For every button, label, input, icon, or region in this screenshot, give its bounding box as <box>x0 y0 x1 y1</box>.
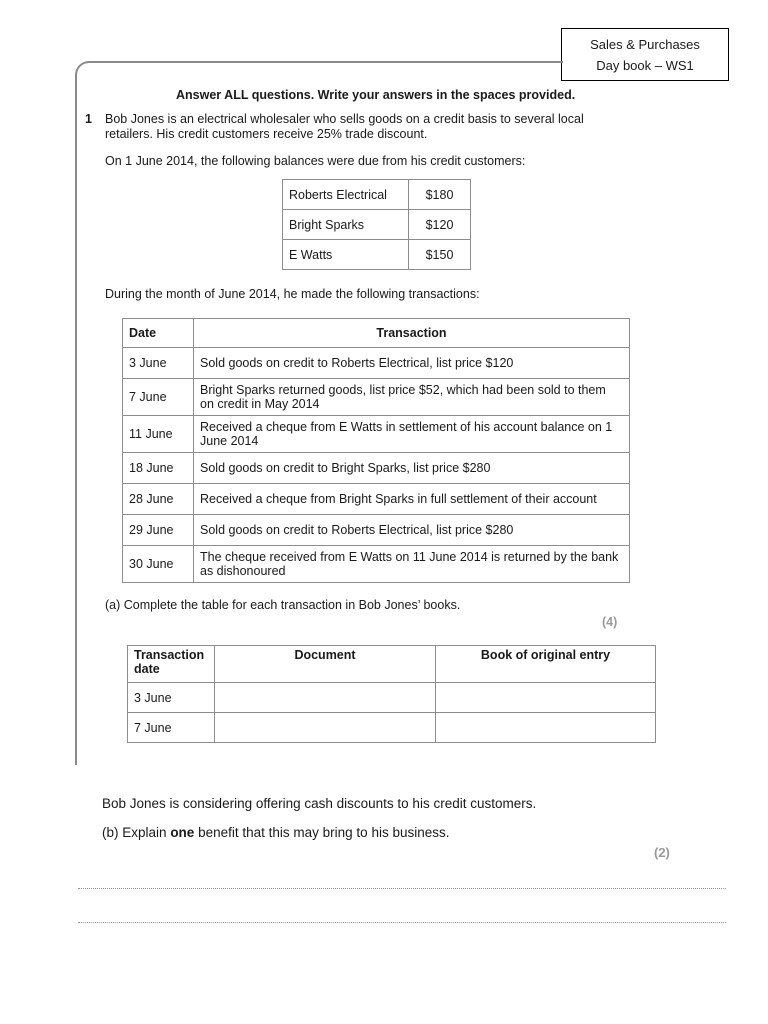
document-answer-cell[interactable] <box>215 683 436 713</box>
transaction-row <box>123 546 630 583</box>
part-a-marks: (4) <box>602 615 618 629</box>
part-a-question <box>105 598 460 612</box>
answer-date: 3 June <box>128 683 215 713</box>
transaction-date: 28 June <box>123 484 194 515</box>
part-a-label: (a) <box>105 598 121 612</box>
answer-row <box>128 713 656 743</box>
transactions-table <box>122 318 630 583</box>
balances-table <box>282 179 471 270</box>
balance-amount: $150 <box>409 240 471 270</box>
transaction-row <box>123 379 630 416</box>
part-b-label: (b) <box>102 825 119 840</box>
question-number: 1 <box>85 112 92 126</box>
transaction-date: 30 June <box>123 546 194 583</box>
answer-row <box>128 683 656 713</box>
book-of-entry-header: Book of original entry <box>436 646 656 683</box>
transaction-text: Received a cheque from E Watts in settlement of his account balance on 1 June 2014 <box>194 416 630 453</box>
part-b-text-before: Explain <box>122 825 167 840</box>
worksheet-title-line1: Sales & Purchases <box>590 37 700 52</box>
question-intro-line2: retailers. His credit customers receive 25% trade discount. <box>105 127 428 141</box>
transactions-header-row <box>123 319 630 348</box>
transaction-date: 7 June <box>123 379 194 416</box>
transaction-text: The cheque received from E Watts on 11 June 2014 is returned by the bank as dishonoured <box>194 546 630 583</box>
answer-line[interactable] <box>78 922 726 923</box>
document-answer-cell[interactable] <box>215 713 436 743</box>
answer-date: 7 June <box>128 713 215 743</box>
transaction-text: Bright Sparks returned goods, list price $52, which had been sold to them on credit in May 2014 <box>194 379 630 416</box>
question-intro-line1: Bob Jones is an electrical wholesaler who sells goods on a credit basis to several local <box>105 112 584 126</box>
part-a-text: Complete the table for each transaction in Bob Jones’ books. <box>123 598 461 612</box>
part-b-marks: (2) <box>654 845 670 860</box>
part-b-question <box>102 825 449 840</box>
answer-line[interactable] <box>78 888 726 889</box>
transaction-date: 11 June <box>123 416 194 453</box>
transaction-date-header: Transaction date <box>128 646 215 683</box>
transaction-text: Sold goods on credit to Bright Sparks, list price $280 <box>194 453 630 484</box>
date-header: Date <box>123 319 194 348</box>
transaction-header: Transaction <box>194 319 630 348</box>
part-b-intro: Bob Jones is considering offering cash discounts to his credit customers. <box>102 796 537 811</box>
transaction-text: Received a cheque from Bright Sparks in full settlement of their account <box>194 484 630 515</box>
book-answer-cell[interactable] <box>436 713 656 743</box>
transaction-text: Sold goods on credit to Roberts Electrical, list price $280 <box>194 515 630 546</box>
transaction-date: 3 June <box>123 348 194 379</box>
answer-header-row <box>128 646 656 683</box>
balance-row <box>283 210 471 240</box>
book-answer-cell[interactable] <box>436 683 656 713</box>
customer-name: Roberts Electrical <box>283 180 409 210</box>
balances-intro: On 1 June 2014, the following balances were due from his credit customers: <box>105 154 526 168</box>
customer-name: Bright Sparks <box>283 210 409 240</box>
transaction-row <box>123 515 630 546</box>
document-header: Document <box>215 646 436 683</box>
transaction-date: 18 June <box>123 453 194 484</box>
instruction-heading: Answer ALL questions. Write your answers in the spaces provided. <box>176 88 576 102</box>
transaction-row <box>123 484 630 515</box>
balance-amount: $180 <box>409 180 471 210</box>
transaction-row <box>123 416 630 453</box>
question-intro <box>105 112 584 142</box>
worksheet-title-box <box>561 28 729 81</box>
answer-table <box>127 645 656 743</box>
part-b-text-bold: one <box>170 825 195 840</box>
transaction-text: Sold goods on credit to Roberts Electrical, list price $120 <box>194 348 630 379</box>
balance-amount: $120 <box>409 210 471 240</box>
transactions-intro: During the month of June 2014, he made the following transactions: <box>105 287 480 301</box>
worksheet-title-line2: Day book – WS1 <box>596 58 694 73</box>
balance-row <box>283 180 471 210</box>
transaction-row <box>123 348 630 379</box>
part-b-text-after: benefit that this may bring to his business. <box>198 825 450 840</box>
customer-name: E Watts <box>283 240 409 270</box>
transaction-date: 29 June <box>123 515 194 546</box>
transaction-row <box>123 453 630 484</box>
balance-row <box>283 240 471 270</box>
